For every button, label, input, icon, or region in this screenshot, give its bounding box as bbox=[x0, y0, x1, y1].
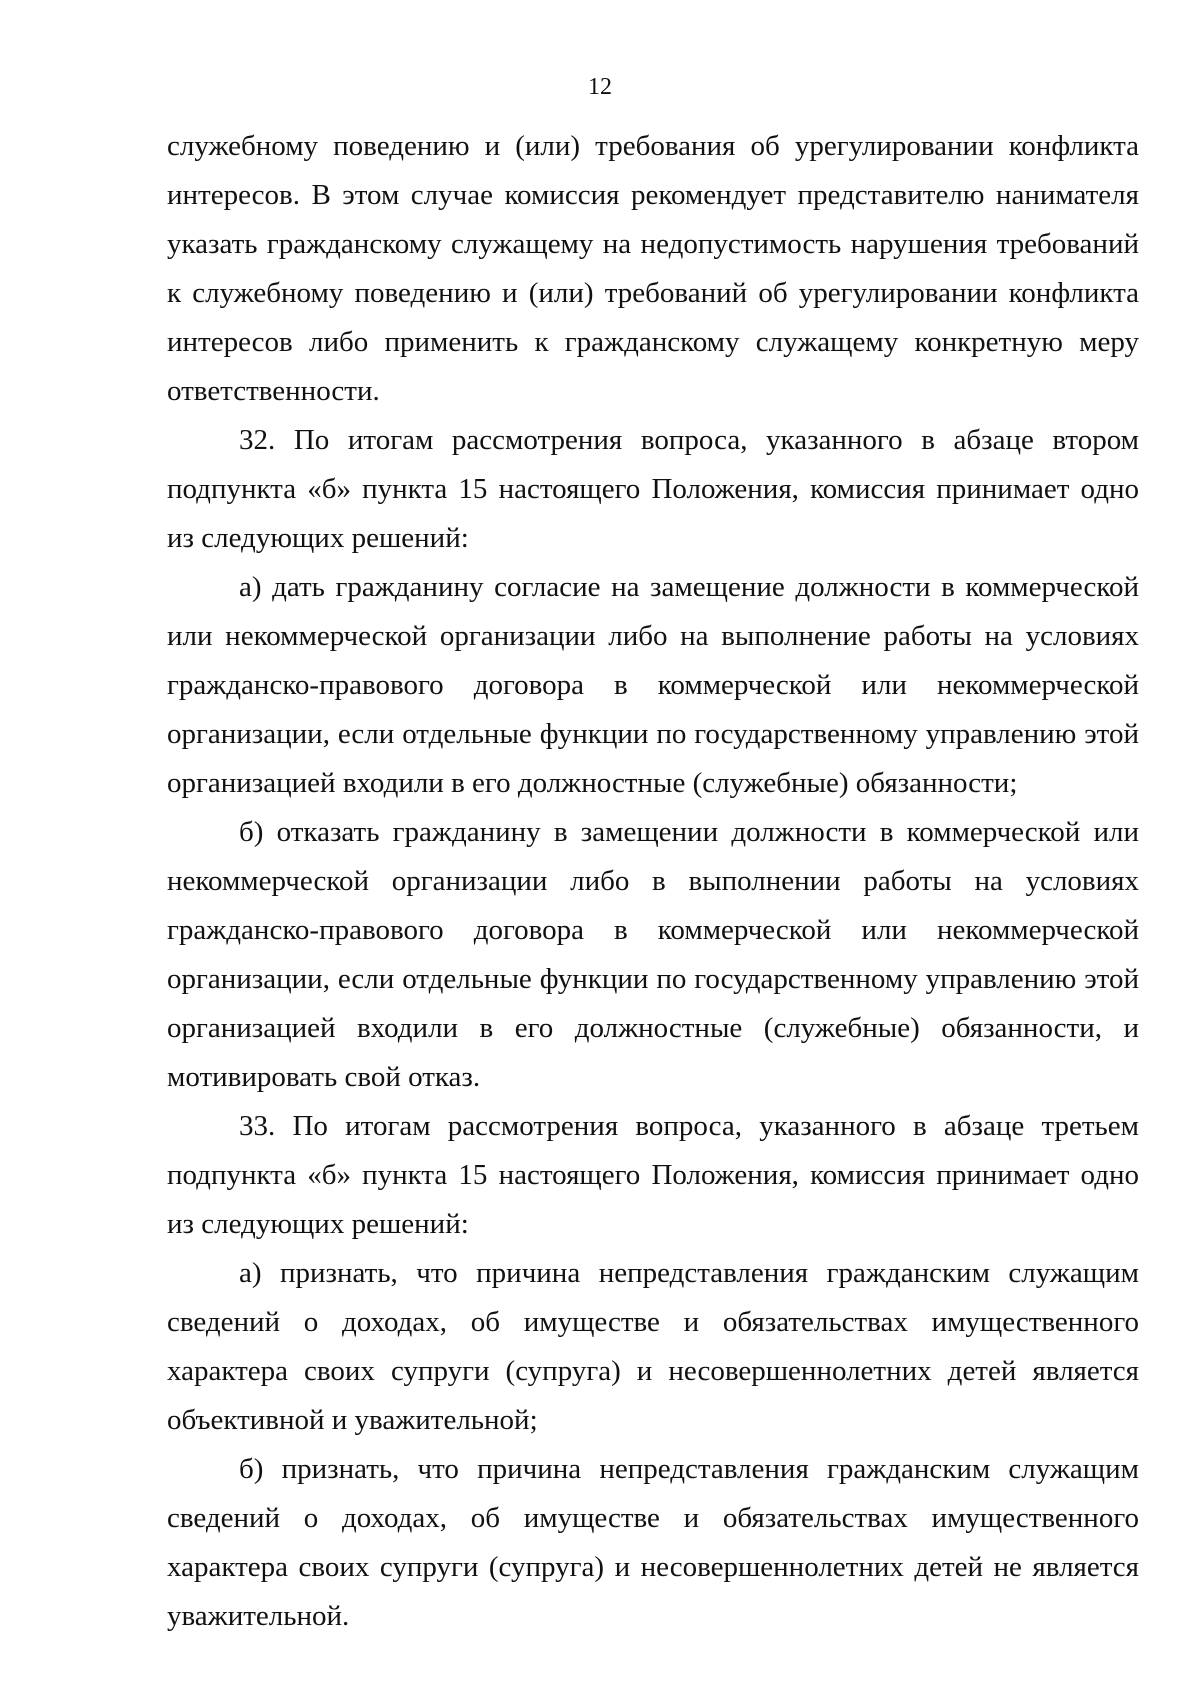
paragraph-item-33: 33. По итогам рассмотрения вопроса, указанного в абзаце третьем подпункта «б» пункта 15 настоящего Положения, комиссия принимает одно из следующих решений: bbox=[167, 1110, 1139, 1240]
paragraph-item-32-b: б) отказать гражданину в замещении должности в коммерческой или некоммерческой организации либо в выполнении работы на условиях гражданско-правового договора в коммерческой или некоммерческой организации, если отдельные функции по государственному управлению этой организацией входили в его должностные (служебные) обязанности, и мотивировать свой отказ. bbox=[167, 816, 1139, 1093]
page-number: 12 bbox=[588, 74, 612, 100]
document-body bbox=[167, 122, 1139, 1641]
paragraph-continuation: служебному поведению и (или) требования об урегулировании конфликта интересов. В этом случае комиссия рекомендует представителю нанимателя указать гражданскому служащему на недопустимость нарушения требований к служебному поведению и (или) требований об урегулировании конфликта интересов либо применить к гражданскому служащему конкретную меру ответственности. bbox=[167, 130, 1139, 407]
paragraph-item-33-a: а) признать, что причина непредставления гражданским служащим сведений о доходах, об имуществе и обязательствах имущественного характера своих супруги (супруга) и несовершеннолетних детей является объективной и уважительной; bbox=[167, 1257, 1139, 1436]
paragraph-item-32: 32. По итогам рассмотрения вопроса, указанного в абзаце втором подпункта «б» пункта 15 настоящего Положения, комиссия принимает одно из следующих решений: bbox=[167, 424, 1139, 554]
paragraph-item-33-b: б) признать, что причина непредставления гражданским служащим сведений о доходах, об имуществе и обязательствах имущественного характера своих супруги (супруга) и несовершеннолетних детей не является уважительной. bbox=[167, 1453, 1139, 1632]
paragraph-item-32-a: а) дать гражданину согласие на замещение должности в коммерческой или некоммерческой организации либо на выполнение работы на условиях гражданско-правового договора в коммерческой или некоммерческой организации, если отдельные функции по государственному управлению этой организацией входили в его должностные (служебные) обязанности; bbox=[167, 571, 1139, 799]
